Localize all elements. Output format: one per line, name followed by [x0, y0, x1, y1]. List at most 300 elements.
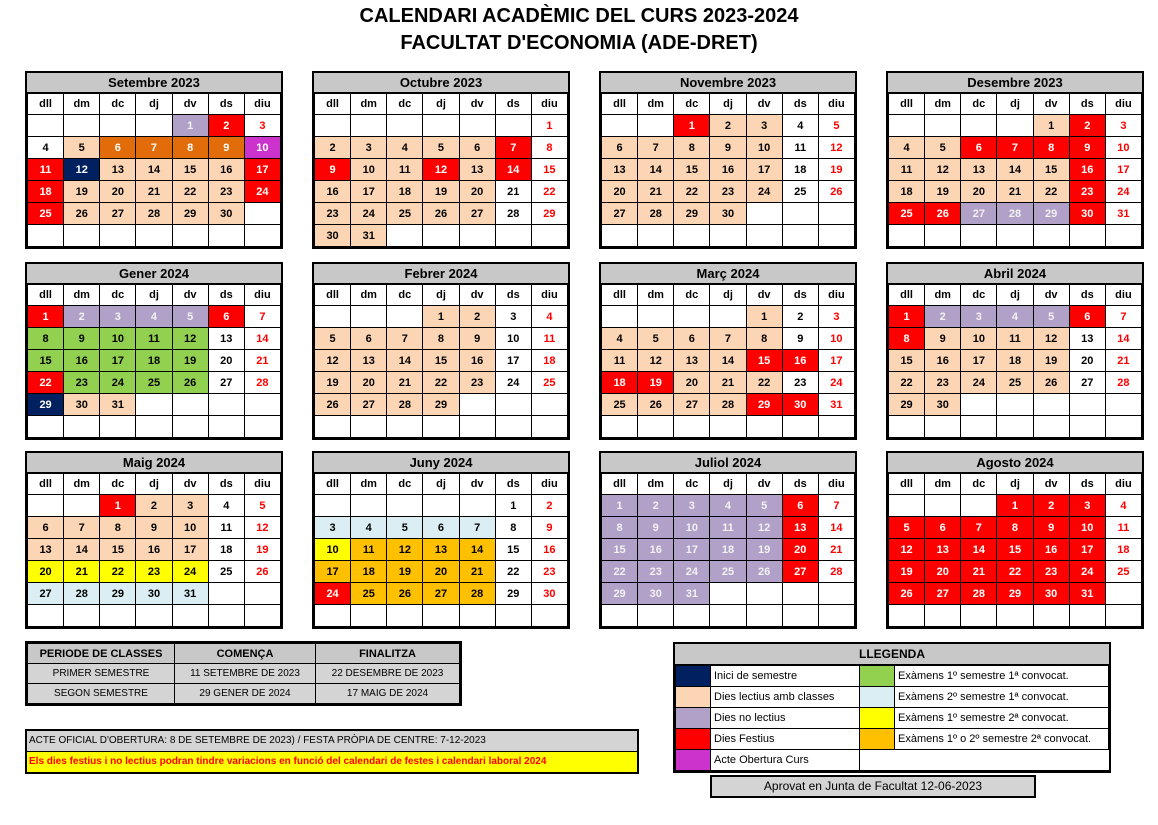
calendar-day: 16 [710, 159, 746, 181]
calendar-day: 19 [746, 539, 782, 561]
calendar-day: 20 [423, 561, 459, 583]
legend-label: Dies lectius amb classes [711, 687, 860, 708]
legend-label: Dies Festius [711, 729, 860, 750]
calendar-day: 30 [64, 394, 100, 416]
empty-cell [782, 416, 818, 438]
calendar-day: 5 [925, 137, 961, 159]
calendar-day: 25 [997, 372, 1033, 394]
calendar-day: 14 [459, 539, 495, 561]
calendar-day: 2 [208, 115, 244, 137]
weekday-header: dll [28, 285, 64, 306]
month-title: Juny 2024 [314, 453, 568, 473]
empty-cell [315, 115, 351, 137]
calendar-day: 30 [782, 394, 818, 416]
calendar-day: 9 [64, 328, 100, 350]
calendar-day: 31 [351, 225, 387, 247]
weekday-header: dv [1033, 474, 1069, 495]
calendar-day: 5 [64, 137, 100, 159]
calendar-day: 2 [1069, 115, 1105, 137]
calendar-day: 11 [136, 328, 172, 350]
weekday-header: ds [1069, 94, 1105, 115]
calendar-day: 17 [1105, 159, 1141, 181]
calendar-day: 7 [495, 137, 531, 159]
calendar-day: 28 [961, 583, 997, 605]
weekday-header: dj [710, 474, 746, 495]
calendar-day: 7 [244, 306, 280, 328]
calendar-day: 30 [1069, 203, 1105, 225]
calendar-day: 15 [28, 350, 64, 372]
calendar-day: 2 [64, 306, 100, 328]
empty-cell [100, 605, 136, 627]
calendar-day: 18 [136, 350, 172, 372]
calendar-day: 5 [244, 495, 280, 517]
calendar-day: 18 [602, 372, 638, 394]
calendar-day: 17 [351, 181, 387, 203]
calendar-day: 5 [315, 328, 351, 350]
calendar-day: 30 [925, 394, 961, 416]
empty-cell [172, 416, 208, 438]
calendar-day: 1 [746, 306, 782, 328]
empty-cell [638, 605, 674, 627]
calendar-day: 25 [602, 394, 638, 416]
start-header: COMENÇA [175, 644, 316, 664]
calendar-day: 25 [889, 203, 925, 225]
calendar-day: 20 [782, 539, 818, 561]
weekday-header: dj [423, 94, 459, 115]
calendar-day: 16 [1069, 159, 1105, 181]
weekday-header: ds [208, 285, 244, 306]
weekday-header: dll [889, 285, 925, 306]
empty-cell [136, 605, 172, 627]
empty-cell [208, 416, 244, 438]
class-periods-table [25, 641, 462, 706]
calendar-day: 12 [746, 517, 782, 539]
calendar-day: 8 [997, 517, 1033, 539]
calendar-day: 21 [961, 561, 997, 583]
empty-cell [889, 605, 925, 627]
legend-label: Exàmens 1º semestre 2ª convocat. [895, 708, 1109, 729]
calendar-day: 24 [1069, 561, 1105, 583]
calendar-day: 14 [1105, 328, 1141, 350]
weekday-header: diu [1105, 285, 1141, 306]
calendar-day: 10 [315, 539, 351, 561]
month-title: Maig 2024 [27, 453, 281, 473]
calendar-day: 13 [100, 159, 136, 181]
legend-swatch [860, 708, 895, 729]
month-calendar [886, 262, 1144, 440]
empty-cell [1069, 225, 1105, 247]
calendar-day: 16 [531, 539, 567, 561]
calendar-day: 13 [602, 159, 638, 181]
empty-cell [172, 394, 208, 416]
empty-cell [244, 605, 280, 627]
empty-cell [602, 416, 638, 438]
calendar-day: 18 [1105, 539, 1141, 561]
calendar-day: 21 [1105, 350, 1141, 372]
calendar-day: 25 [710, 561, 746, 583]
empty-cell [674, 225, 710, 247]
calendar-day: 15 [674, 159, 710, 181]
weekday-header: dv [459, 94, 495, 115]
calendar-day: 10 [1069, 517, 1105, 539]
calendar-day: 7 [818, 495, 854, 517]
empty-cell [997, 394, 1033, 416]
weekday-header: dm [638, 474, 674, 495]
calendar-day: 7 [136, 137, 172, 159]
calendar-day: 13 [459, 159, 495, 181]
weekday-header: dc [674, 285, 710, 306]
month-title: Setembre 2023 [27, 73, 281, 93]
month-calendar [312, 71, 570, 249]
weekday-header: diu [244, 474, 280, 495]
calendar-day: 17 [818, 350, 854, 372]
notes-box [25, 729, 639, 774]
empty-cell [244, 394, 280, 416]
empty-cell [459, 416, 495, 438]
weekday-header: dm [351, 94, 387, 115]
empty-cell [602, 225, 638, 247]
empty-cell [423, 605, 459, 627]
calendar-day: 23 [315, 203, 351, 225]
empty-cell [746, 203, 782, 225]
legend-swatch [676, 708, 711, 729]
calendar-day: 8 [674, 137, 710, 159]
weekday-header: dj [423, 285, 459, 306]
weekday-header: dll [602, 285, 638, 306]
calendar-day: 27 [28, 583, 64, 605]
calendar-day: 30 [638, 583, 674, 605]
empty-cell [889, 495, 925, 517]
month-calendar [25, 71, 283, 249]
calendar-day: 29 [674, 203, 710, 225]
calendar-day: 25 [208, 561, 244, 583]
empty-cell [172, 605, 208, 627]
empty-cell [710, 225, 746, 247]
calendar-day: 2 [710, 115, 746, 137]
legend-label: Inici de semestre [711, 666, 860, 687]
weekday-header: dm [64, 94, 100, 115]
empty-cell [351, 115, 387, 137]
calendar-day: 2 [531, 495, 567, 517]
empty-cell [997, 416, 1033, 438]
empty-cell [782, 203, 818, 225]
empty-cell [351, 495, 387, 517]
calendar-day: 24 [495, 372, 531, 394]
end-header: FINALITZA [316, 644, 460, 664]
calendar-day: 25 [782, 181, 818, 203]
calendar-day: 2 [925, 306, 961, 328]
empty-cell [1105, 605, 1141, 627]
empty-cell [459, 495, 495, 517]
empty-cell [710, 306, 746, 328]
calendar-day: 20 [674, 372, 710, 394]
calendar-day: 22 [100, 561, 136, 583]
empty-cell [1033, 605, 1069, 627]
empty-cell [315, 495, 351, 517]
calendar-day: 28 [997, 203, 1033, 225]
calendar-day: 22 [997, 561, 1033, 583]
empty-cell [818, 605, 854, 627]
calendar-day: 28 [387, 394, 423, 416]
calendar-day: 29 [28, 394, 64, 416]
weekday-header: dm [925, 285, 961, 306]
calendar-day: 24 [818, 372, 854, 394]
calendar-day: 16 [782, 350, 818, 372]
calendar-day: 21 [495, 181, 531, 203]
legend-label: Exàmens 1º semestre 1ª convocat. [895, 666, 1109, 687]
calendar-day: 23 [925, 372, 961, 394]
calendar-day: 20 [208, 350, 244, 372]
calendar-day: 6 [961, 137, 997, 159]
calendar-day: 3 [746, 115, 782, 137]
empty-cell [495, 416, 531, 438]
calendar-day: 18 [782, 159, 818, 181]
calendar-day: 3 [315, 517, 351, 539]
calendar-day: 14 [387, 350, 423, 372]
legend-swatch [860, 687, 895, 708]
calendar-day: 27 [1069, 372, 1105, 394]
calendar-day: 31 [100, 394, 136, 416]
empty-cell [28, 605, 64, 627]
calendar-day: 9 [1033, 517, 1069, 539]
calendar-day: 29 [172, 203, 208, 225]
weekday-header: dc [100, 94, 136, 115]
calendar-day: 8 [423, 328, 459, 350]
calendar-day: 24 [244, 181, 280, 203]
calendar-day: 27 [351, 394, 387, 416]
weekday-header: diu [244, 285, 280, 306]
weekday-header: dll [602, 94, 638, 115]
empty-cell [925, 495, 961, 517]
calendar-day: 3 [674, 495, 710, 517]
weekday-header: dc [961, 94, 997, 115]
calendar-day: 7 [638, 137, 674, 159]
calendar-day: 27 [100, 203, 136, 225]
empty-cell [172, 225, 208, 247]
weekday-header: dj [423, 474, 459, 495]
calendar-day: 14 [136, 159, 172, 181]
calendar-day: 15 [889, 350, 925, 372]
empty-cell [495, 605, 531, 627]
empty-cell [423, 115, 459, 137]
empty-cell [997, 115, 1033, 137]
weekday-header: dv [459, 285, 495, 306]
empty-cell [423, 416, 459, 438]
calendar-day: 2 [1033, 495, 1069, 517]
calendar-day: 22 [602, 561, 638, 583]
empty-cell [495, 394, 531, 416]
empty-cell [136, 225, 172, 247]
calendar-day: 11 [782, 137, 818, 159]
period-end: 17 MAIG DE 2024 [316, 684, 460, 704]
weekday-header: dj [997, 285, 1033, 306]
calendar-day: 6 [423, 517, 459, 539]
calendar-day: 6 [351, 328, 387, 350]
calendar-day: 1 [1033, 115, 1069, 137]
weekday-header: dll [315, 94, 351, 115]
calendar-day: 9 [531, 517, 567, 539]
empty-cell [531, 605, 567, 627]
calendar-day: 11 [710, 517, 746, 539]
calendar-day: 6 [1069, 306, 1105, 328]
calendar-day: 10 [100, 328, 136, 350]
calendar-day: 26 [889, 583, 925, 605]
calendar-day: 26 [746, 561, 782, 583]
calendar-day: 4 [531, 306, 567, 328]
calendar-day: 31 [1069, 583, 1105, 605]
calendar-day: 26 [64, 203, 100, 225]
empty-cell [710, 583, 746, 605]
empty-cell [746, 225, 782, 247]
calendar-day: 21 [387, 372, 423, 394]
calendar-day: 22 [674, 181, 710, 203]
calendar-day: 9 [925, 328, 961, 350]
empty-cell [28, 115, 64, 137]
calendar-day: 4 [28, 137, 64, 159]
weekday-header: ds [495, 285, 531, 306]
calendar-day: 15 [531, 159, 567, 181]
calendar-day: 14 [961, 539, 997, 561]
empty-cell [387, 115, 423, 137]
calendar-day: 26 [925, 203, 961, 225]
empty-cell [818, 203, 854, 225]
calendar-day: 24 [351, 203, 387, 225]
calendar-day: 24 [315, 583, 351, 605]
calendar-day: 15 [997, 539, 1033, 561]
calendar-day: 18 [351, 561, 387, 583]
legend-swatch [676, 729, 711, 750]
weekday-header: dv [459, 474, 495, 495]
calendar-day: 26 [1033, 372, 1069, 394]
weekday-header: dm [925, 474, 961, 495]
calendar-day: 8 [1033, 137, 1069, 159]
calendar-day: 27 [782, 561, 818, 583]
calendar-day: 28 [818, 561, 854, 583]
calendar-day: 21 [997, 181, 1033, 203]
calendar-day: 20 [351, 372, 387, 394]
calendar-day: 3 [495, 306, 531, 328]
calendar-day: 26 [315, 394, 351, 416]
empty-cell [136, 394, 172, 416]
empty-cell [889, 416, 925, 438]
calendar-day: 27 [459, 203, 495, 225]
calendar-day: 1 [674, 115, 710, 137]
calendar-day: 26 [818, 181, 854, 203]
weekday-header: dc [387, 94, 423, 115]
calendar-day: 23 [136, 561, 172, 583]
calendar-day: 24 [961, 372, 997, 394]
calendar-day: 25 [136, 372, 172, 394]
calendar-day: 9 [1069, 137, 1105, 159]
weekday-header: dm [64, 474, 100, 495]
calendar-day: 22 [746, 372, 782, 394]
weekday-header: dll [315, 285, 351, 306]
calendar-day: 4 [782, 115, 818, 137]
empty-cell [315, 605, 351, 627]
calendar-day: 29 [997, 583, 1033, 605]
empty-cell [64, 115, 100, 137]
empty-cell [746, 583, 782, 605]
period-name: SEGON SEMESTRE [28, 684, 175, 704]
empty-cell [531, 225, 567, 247]
calendar-day: 24 [100, 372, 136, 394]
empty-cell [315, 306, 351, 328]
calendar-day: 4 [136, 306, 172, 328]
calendar-day: 3 [351, 137, 387, 159]
empty-cell [889, 225, 925, 247]
calendar-day: 21 [244, 350, 280, 372]
weekday-header: dj [136, 94, 172, 115]
calendar-day: 8 [495, 517, 531, 539]
page-subtitle: FACULTAT D'ECONOMIA (ADE-DRET) [400, 32, 758, 54]
calendar-day: 20 [602, 181, 638, 203]
calendar-day: 4 [889, 137, 925, 159]
calendar-day: 11 [1105, 517, 1141, 539]
empty-cell [997, 605, 1033, 627]
calendar-day: 23 [638, 561, 674, 583]
calendar-day: 14 [638, 159, 674, 181]
empty-cell [100, 416, 136, 438]
calendar-day: 19 [64, 181, 100, 203]
calendar-day: 2 [136, 495, 172, 517]
calendar-day: 23 [531, 561, 567, 583]
calendar-day: 16 [638, 539, 674, 561]
calendar-day: 13 [423, 539, 459, 561]
calendar-day: 11 [997, 328, 1033, 350]
calendar-day: 20 [100, 181, 136, 203]
weekday-header: dll [889, 474, 925, 495]
legend-swatch [676, 687, 711, 708]
month-title: Gener 2024 [27, 264, 281, 284]
calendar-day: 13 [208, 328, 244, 350]
empty-cell [961, 605, 997, 627]
empty-cell [818, 583, 854, 605]
weekday-header: dv [1033, 285, 1069, 306]
legend-label: Exàmens 2º semestre 1ª convocat. [895, 687, 1109, 708]
calendar-day: 31 [172, 583, 208, 605]
month-calendar [886, 71, 1144, 249]
calendar-day: 14 [495, 159, 531, 181]
calendar-day: 5 [1033, 306, 1069, 328]
empty-cell [351, 605, 387, 627]
calendar-day: 17 [1069, 539, 1105, 561]
weekday-header: diu [531, 474, 567, 495]
weekday-header: dc [674, 474, 710, 495]
empty-cell [1069, 605, 1105, 627]
calendar-day: 29 [746, 394, 782, 416]
calendar-day: 6 [100, 137, 136, 159]
calendar-day: 22 [172, 181, 208, 203]
calendar-day: 22 [423, 372, 459, 394]
calendar-day: 19 [244, 539, 280, 561]
empty-cell [1105, 416, 1141, 438]
calendar-day: 12 [387, 539, 423, 561]
calendar-day: 17 [961, 350, 997, 372]
calendar-day: 6 [459, 137, 495, 159]
empty-cell [387, 605, 423, 627]
empty-cell [1033, 394, 1069, 416]
calendar-day: 3 [818, 306, 854, 328]
calendar-day: 29 [495, 583, 531, 605]
calendar-day: 8 [602, 517, 638, 539]
calendar-day: 9 [136, 517, 172, 539]
calendar-day: 12 [818, 137, 854, 159]
empty-cell [64, 416, 100, 438]
weekday-header: dc [387, 474, 423, 495]
weekday-header: diu [1105, 474, 1141, 495]
weekday-header: diu [1105, 94, 1141, 115]
calendar-day: 17 [674, 539, 710, 561]
